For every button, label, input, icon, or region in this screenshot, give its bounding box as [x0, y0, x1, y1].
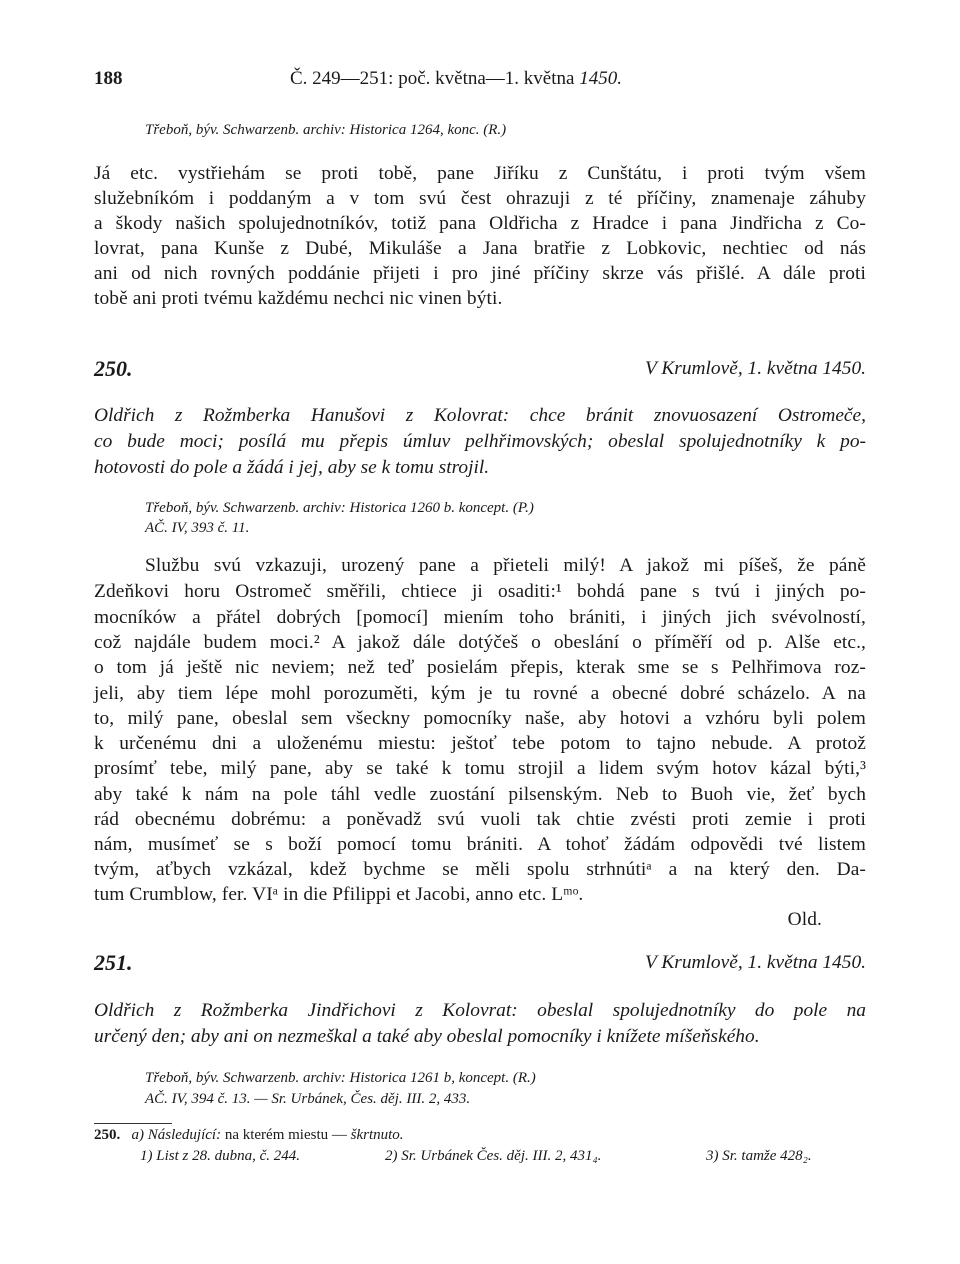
doc250-line: rád obecnému dobrému: a poněvadž svú vuoli tak chtie zvésti proti zemie i proti	[94, 809, 866, 830]
doc250-line: Zdeňkovi horu Ostromeč směřili, chtiece ji osaditi:¹ bohdá pane s tvú i jiných po-	[94, 581, 866, 602]
footnote-textual	[94, 1127, 404, 1144]
doc249-line: a škody našich spolujednotníkóv, totiž pana Oldřicha z Hradce i pana Jindřicha z Co-	[94, 213, 866, 234]
doc251-place-date: V Krumlově, 1. května 1450.	[645, 952, 866, 973]
doc251-source: Třeboň, býv. Schwarzenb. archiv: Historica 1261 b, koncept. (R.)	[145, 1070, 536, 1086]
doc251-edition: AČ. IV, 394 č. 13. — Sr. Urbánek, Čes. děj. III. 2, 433.	[145, 1091, 471, 1107]
doc250-edition: AČ. IV, 393 č. 11.	[145, 520, 250, 536]
running-title-text: Č. 249—251: poč. května—1. května	[290, 68, 580, 89]
doc250-line: tum Crumblow, fer. VIᵃ in die Pfilippi et Jacobi, anno etc. Lᵐᵒ.	[94, 884, 584, 905]
doc251-number: 251.	[94, 950, 133, 975]
doc249-source: Třeboň, býv. Schwarzenb. archiv: Historica 1264, konc. (R.)	[145, 122, 507, 138]
doc249-line: ani od nich rovných poddánie přijeti i pro jiné příčiny skrze vás přišlé. A dále proti	[94, 263, 866, 284]
doc251-regest-line: Oldřich z Rožmberka Jindřichovi z Kolovrat: obeslal spolujednotníky do pole na	[94, 1000, 866, 1021]
doc250-line: Službu svú vzkazuji, urozený pane a přieteli milý! A jakož mi píšeš, že páně	[145, 555, 866, 576]
footnote-rule	[94, 1123, 172, 1124]
footnote-a-text: na kterém miestu —	[221, 1127, 351, 1143]
doc250-regest-line: hotovosti do pole a žádá i jej, aby se k tomu strojil.	[94, 457, 490, 478]
doc250-line: tvým, aťbych vzkázal, kdež bychme se měli spolu strhnútiᵃ a na který den. Da-	[94, 859, 866, 880]
doc250-line: což najdále budem moci.² A jakož dále dotýčeš o obeslání o příměří od p. Alše etc.,	[94, 632, 866, 653]
footnote-a-note: škrtnuto.	[350, 1127, 404, 1143]
running-title-year: 1450.	[579, 68, 622, 89]
doc249-line: služebníkóm i poddaným a v tom svú čest ohrazuji z té příčiny, znamenaje záhuby	[94, 188, 866, 209]
page-number: 188	[94, 68, 123, 89]
doc250-line: nám, musímeť se s boží pomocí tomu brániti. A tohoť žádám odpovědi tvé listem	[94, 834, 866, 855]
doc250-signature: Old.	[787, 909, 822, 930]
doc249-line: Já etc. vystřiehám se proti tobě, pane Jiříku z Cunštátu, i proti tvým všem	[94, 163, 866, 184]
doc250-place-date: V Krumlově, 1. května 1450.	[645, 358, 866, 379]
doc250-line: to, milý pane, obeslal sem všeckny pomocníky naše, aby hotovi a vzhóru byli polem	[94, 708, 866, 729]
doc250-line: aby také k nám na pole táhl vedle zuostání pilsenským. Neb to Buoh vie, žeť bych	[94, 784, 866, 805]
doc249-line: tobě ani proti tvému každému nechci nic vinen býti.	[94, 288, 503, 309]
footnote-a-label: a) Následující:	[131, 1127, 222, 1143]
doc250-line: mocníków a přátel dobrých [pomocí] miením toho brániti, i jiných jich svévolností,	[94, 607, 866, 628]
doc250-line: prosímť tebe, milý pane, aby se také k tomu strojil a lidem svým hotov kázal býti,³	[94, 758, 866, 779]
doc249-line: lovrat, pana Kunše z Dubé, Mikuláše a Jana bratřie z Lobkovic, nechtiec od nás	[94, 238, 866, 259]
doc250-source: Třeboň, býv. Schwarzenb. archiv: Historica 1260 b. koncept. (P.)	[145, 500, 534, 516]
footnote-1: 1) List z 28. dubna, č. 244.	[140, 1148, 301, 1164]
running-title	[290, 68, 622, 90]
doc250-line: k určenému dni a uloženému miestu: ještoť tebe potom to tajno nebude. A protož	[94, 733, 866, 754]
doc251-regest-line: určený den; aby ani on nezmeškal a také aby obeslal pomocníky i knížete míšeňského.	[94, 1026, 760, 1047]
doc250-line: o tom já ještě nic neviem; než teď posielám přepis, kterak sme se s Pelhřimova roz-	[94, 657, 866, 678]
doc250-line: jeli, aby tiem lépe mohl porozuměti, kým je tu rovné a obecné dobré scházelo. A na	[94, 683, 866, 704]
footnote-doc-number: 250.	[94, 1127, 121, 1143]
footnote-2: 2) Sr. Urbánek Čes. děj. III. 2, 431₄.	[385, 1148, 602, 1164]
doc250-number: 250.	[94, 356, 133, 381]
footnote-3: 3) Sr. tamže 428₂.	[706, 1148, 812, 1164]
doc250-regest-line: co bude moci; posílá mu přepis úmluv pelhřimovských; obeslal spolujednotníky k po-	[94, 431, 866, 452]
doc250-regest-line: Oldřich z Rožmberka Hanušovi z Kolovrat: chce bránit znovuosazení Ostromeče,	[94, 405, 866, 426]
